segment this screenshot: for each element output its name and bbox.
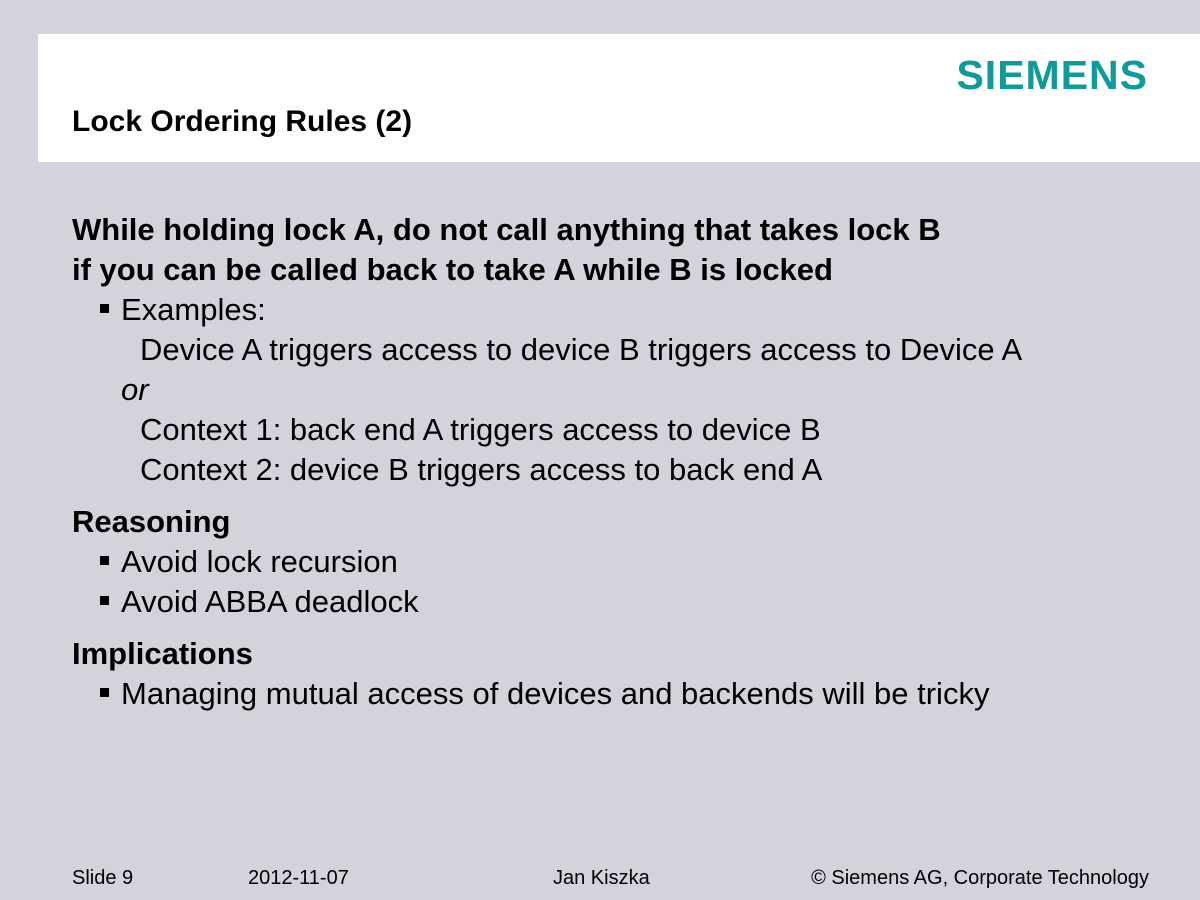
square-bullet-icon <box>100 688 109 697</box>
footer-slide-number: Slide 9 <box>72 867 134 889</box>
example-2-line-2: Context 2: device B triggers access to back end A <box>140 452 823 487</box>
siemens-logo: SIEMENS <box>956 52 1148 98</box>
slide-content <box>72 210 1172 714</box>
square-bullet-icon <box>100 304 109 313</box>
example-2-line-1: Context 1: back end A triggers access to device B <box>140 412 821 447</box>
implications-heading: Implications <box>72 636 253 671</box>
footer-date: 2012-11-07 <box>248 867 349 889</box>
reasoning-heading: Reasoning <box>72 504 231 539</box>
bullet-examples <box>72 290 1172 330</box>
example-1: Device A triggers access to device B triggers access to Device A <box>140 332 1023 367</box>
reasoning-item-text: Avoid lock recursion <box>121 544 398 579</box>
lead-line-1: While holding lock A, do not call anything that takes lock B <box>72 212 941 247</box>
footer-copyright: © Siemens AG, Corporate Technology <box>811 867 1149 889</box>
footer-author: Jan Kiszka <box>553 867 650 889</box>
list-item <box>72 582 1172 622</box>
square-bullet-icon <box>100 556 109 565</box>
or-separator: or <box>121 372 149 407</box>
implications-item-text: Managing mutual access of devices and backends will be tricky <box>121 676 990 711</box>
lead-line-2: if you can be called back to take A while B is locked <box>72 252 833 287</box>
list-item <box>72 674 1172 714</box>
reasoning-item-text: Avoid ABBA deadlock <box>121 584 419 619</box>
slide-title: Lock Ordering Rules (2) <box>72 105 413 138</box>
square-bullet-icon <box>100 596 109 605</box>
list-item <box>72 542 1172 582</box>
examples-label: Examples: <box>121 292 266 327</box>
